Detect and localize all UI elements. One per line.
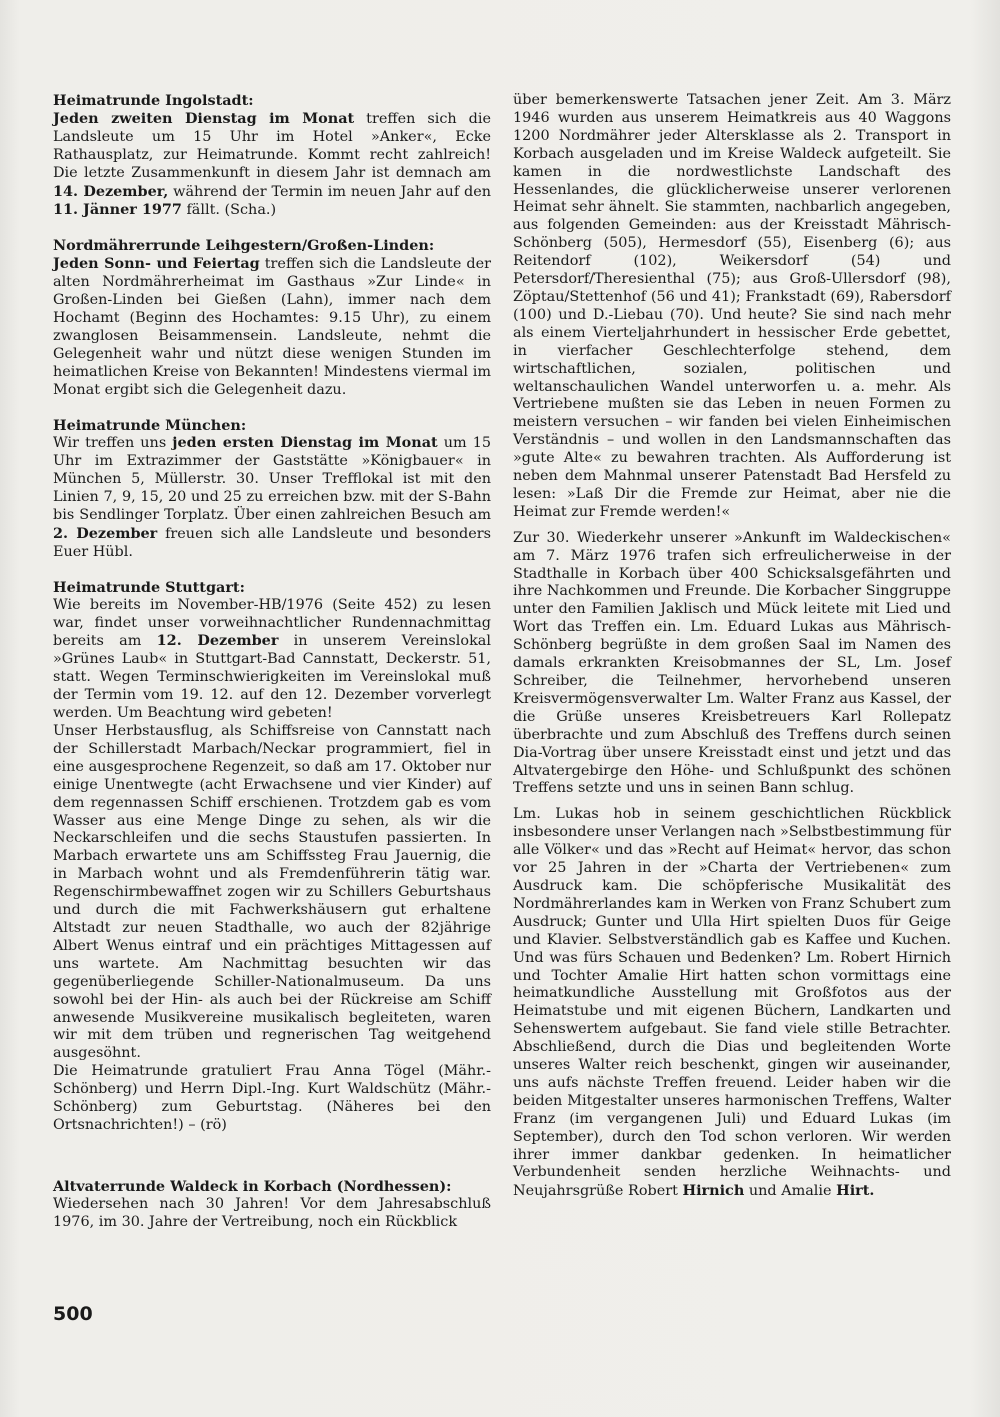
stuttgart-paragraph-3: Die Heimatrunde gratuliert Frau Anna Tögel (Mähr.-Schönberg) und Herrn Dipl.-Ing. Kurt Waldschütz (Mähr.-Schönberg) zum Geburtstag. (Näheres bei den Ortsnachrichten!) – (rö) [53,1063,491,1133]
waldeck-text: Wiedersehen nach 30 Jahren! Vor dem Jahresabschluß 1976, im 30. Jahre der Vertreibung, noch ein Rückblick [53,1195,491,1230]
right-p3-name-2: Hirt. [836,1182,875,1200]
section-muenchen [53,417,491,562]
left-column [53,92,491,1249]
ingolstadt-date-2: 11. Jänner 1977 [53,201,182,219]
right-p3-and: und Amalie [744,1183,837,1200]
muenchen-text-2: um 15 Uhr im Extrazimmer der Gaststätte »Königbauer« in München 5, Müllerstr. 30. Unser Trefflokal ist mit den Linien 7, 9, 15, 20 und 25 zu erreichen bzw. mit der S-Bahn bis Sendlinger Torplatz. Über einen zahlreichen Besuch am [53,435,491,524]
section-stuttgart [53,579,491,1135]
right-paragraph-3 [513,806,951,1201]
stuttgart-p1-text-2: in unserem Vereinslokal »Grünes Laub« in Stuttgart-Bad Cannstatt, Deckerstr. 51, statt. Wegen Terminschwierigkeiten im Vereinslokal muß der Termin vom 19. 12. auf den 12. Dezember vorverlegt werden. Um Beachtung wird gebeten! [53,633,491,722]
page-number: 500 [53,1303,93,1325]
muenchen-lead: jeden ersten Dienstag im Monat [172,434,438,452]
section-gap [53,1152,491,1178]
ingolstadt-text-1: treffen sich die Landsleute um 15 Uhr im Hotel »Anker«, Ecke Rathausplatz, zur Heimatrunde. Kommt recht zahlreich! Die letzte Zusammenkunft in diesem Jahr ist demnach am [53,110,491,181]
heading-leihgestern: Nordmährerrunde Leihgestern/Großen-Linden: [53,237,435,255]
leihgestern-lead: Jeden Sonn- und Feiertag [53,255,260,273]
heading-ingolstadt: Heimatrunde Ingolstadt: [53,92,254,109]
right-paragraph-1: über bemerkenswerte Tatsachen jener Zeit. Am 3. März 1946 wurden aus unserem Heimatkreis aus 40 Waggons 1200 Nordmährer jeder Altersklasse als 2. Transport in Korbach ausgeladen und im Kreise Waldeck aufgeteilt. Sie kamen in die nordwestlichste Landschaft des Hessenlandes, die glücklicherweise unserer verlorenen Heimat sehr ähnelt. Sie stammten, nachbarlich angegeben, aus folgenden Gemeinden: aus der Kreisstadt Mährisch-Schönberg (505), Hermesdorf (55), Eisenberg (6); aus Reitendorf (102), Weikersdorf (54) und Petersdorf/Theresienthal (75); aus Groß-Ullersdorf (98), Zöptau/Stettenhof (56 und 41); Frankstadt (69), Rabersdorf (100) und D.-Liebau (70). Und heute? Sie sind nach mehr als einem Vierteljahrhundert in hessischer Erde gebettet, in vierfacher Geschlechterfolge stehend, dem wirtschaftlichen, sozialen, politischen und weltanschaulichen Wandel unterworfen u. a. mehr. Als Vertriebene mußten sie das Leben in neuen Formen zu meistern versuchen – wir fanden bei vielen Einheimischen Verständnis – und wollen in den Landsmannschaften das »gute Alte« zu bewahren trachten. Als Aufforderung ist neben dem Mahnmal unserer Patenstadt Bad Hersfeld zu lesen: »Laß Dir die Fremde zur Heimat, aber nie die Heimat zur Fremde werden!« [513,92,951,520]
muenchen-date: 2. Dezember [53,524,158,542]
stuttgart-paragraph-2: Unser Herbstausflug, als Schiffsreise von Cannstatt nach der Schillerstadt Marbach/Neckar programmiert, fiel in eine ausgesprochene Regenzeit, so daß am 17. Oktober nur einige Unentwegte (acht Erwachsene und vier Kinder) auf dem regennassen Schiff erschienen. Trotzdem gab es vom Wasser aus eine Menge Dinge zu sehen, als wir die Neckarschleifen und die sechs Staustufen passierten. In Marbach erwartete uns am Schiffssteg Frau Jauernig, die in Marbach wohnt und als Fremdenführerin tätig war. Regenschirmbewaffnet zogen wir zu Schillers Geburtshaus und durch die mit Fachwerkshäusern gut erhaltene Altstadt zur neuen Stadthalle, wo auch der 82jährige Albert Wenus eintraf und ein prächtiges Mittagessen auf uns wartete. Am Nachmittag besuchten wir das gegenüberliegende Schiller-Nationalmuseum. Da uns sowohl bei der Hin- als auch bei der Rückreise am Schiff anwesende Musikvereine musikalisch begleiteten, waren wir mit dem trüben und regnerischen Tag weitgehend ausgesöhnt. [53,723,491,1062]
right-paragraph-2: Zur 30. Wiederkehr unserer »Ankunft im Waldeckischen« am 7. März 1976 trafen sich erfreulicherweise in der Stadthalle in Korbach über 400 Schicksalsgefährten und ihre Nachkommen und Freunde. Die Korbacher Singgruppe unter den Familien Jaklisch und Mück leitete mit Lied und Wort das Treffen ein. Lm. Eduard Lukas aus Mährisch-Schönberg begrüßte in dem großen Saal im Namen des damals erkrankten Kreisobmannes der SL, Lm. Josef Schreiber, die Teilnehmer, hervorhebend unseren Kreisvermögensverwalter Lm. Walter Franz aus Kassel, der die Grüße unseres Kreisbetreuers Karl Rollepatz überbrachte und zum Abschluß des Treffens durch seinen Dia-Vortrag über unsere Kreisstadt einst und jetzt und das Altvatergebirge den Höhe- und Schlußpunkt des schönen Treffens setzte und uns in seinen Bann schlug. [513,529,951,797]
right-p3-name-1: Hirnich [682,1182,745,1200]
leihgestern-text: treffen sich die Landsleute der alten Nordmährerheimat im Gasthaus »Zur Linde« in Großen-Linden bei Gießen (Lahn), immer nach dem Hochamt (Beginn des Hochamtes: 9.15 Uhr), zu einem zwanglosen Beisammensein. Landsleute, nehmt die Gelegenheit wahr und nützt diese wenigen Stunden im heimatlichen Kreise von Bekannten! Mindestens viermal im Monat ergibt sich die Gelegenheit dazu. [53,256,491,398]
stuttgart-p1-date: 12. Dezember [156,632,279,650]
stuttgart-paragraph-1 [53,597,491,723]
section-waldeck [53,1178,491,1232]
right-column [513,92,951,1201]
right-p3-text: Lm. Lukas hob in seinem geschichtlichen Rückblick insbesondere unser Verlangen nach »Selbstbestimmung für alle Völker« und das »Recht auf Heimat« hervor, das schon vor 25 Jahren in der »Charta der Vertriebenen« zum Ausdruck kam. Die schöpferische Musikalität des Nordmährerlandes kam in Werken von Franz Schubert zum Ausdruck; Gunter und Ulla Hirt spielten Duos für Geige und Klavier. Selbstverständlich gab es Kaffee und Kuchen. Und was fürs Schauen und Bedenken? Lm. Robert Hirnich und Tochter Amalie Hirt hatten schon vormittags eine heimatkundliche Ausstellung mit Großfotos aus der Heimatstube und mit eigenen Büchern, Landkarten und Sehenswertem aufgebaut. Sie fand viele stille Betrachter. Abschließend, durch die Dias und begleitenden Worte unseres Walter reich beschenkt, gingen wir auseinander, uns aufs nächste Treffen freuend. Leider haben wir die beiden Mitgestalter unseres harmonischen Treffens, Walter Franz (im vergangenen Juli) und Eduard Lukas (im September), durch den Tod schon verloren. Wir werden ihrer immer dankbar gedenken. In heimatlicher Verbundenheit senden herzliche Weihnachts- und Neujahrsgrüße Robert [513,806,951,1200]
heading-waldeck: Altvaterrunde Waldeck in Korbach (Nordhessen): [53,1177,452,1195]
muenchen-text-1: Wir treffen uns [53,435,173,452]
stuttgart-p1-text-1: Wie bereits im November-HB/1976 (Seite 452) zu lesen war, findet unser vorweihnachtlicher Rundennachmittag bereits am [53,596,491,650]
section-leihgestern [53,237,491,399]
section-ingolstadt [53,92,491,220]
ingolstadt-date-1: 14. Dezember, [53,182,169,200]
muenchen-text-3: freuen sich alle Landsleute und besonders Euer Hübl. [53,525,491,560]
heading-muenchen: Heimatrunde München: [53,416,247,434]
ingolstadt-text-2: während der Termin im neuen Jahr auf den [168,183,492,200]
ingolstadt-lead: Jeden zweiten Dienstag im Monat [53,109,355,127]
ingolstadt-text-3: fällt. (Scha.) [181,202,277,219]
heading-stuttgart: Heimatrunde Stuttgart: [53,578,245,596]
